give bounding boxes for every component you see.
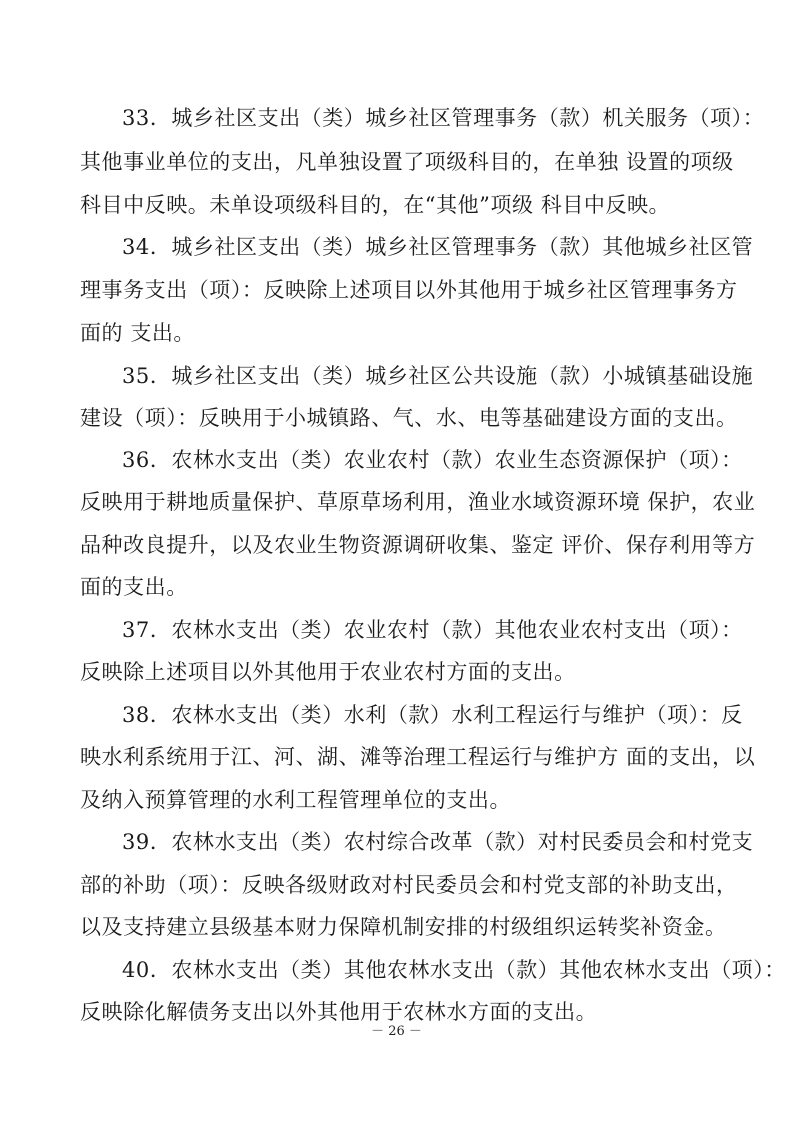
page-number: － 26 － [371, 1024, 422, 1039]
paragraph-37-line-1: 37．农林水支出（类）农业农村（款）其他农业农村支出（项）： [122, 618, 743, 642]
paragraph-35-line-1: 35．城乡社区支出（类）城乡社区公共设施（款）小城镇基础设施 [122, 364, 754, 388]
paragraph-37-line-2: 反映除上述项目以外其他用于农业农村方面的支出。 [80, 660, 576, 684]
paragraph-34-line-2: 理事务支出（项）：反映除上述项目以外其他用于城乡社区管理事务方 [80, 278, 738, 302]
paragraph-38-line-3: 及纳入预算管理的水利工程管理单位的支出。 [80, 788, 511, 812]
paragraph-33-line-1: 33．城乡社区支出（类）城乡社区管理事务（款）机关服务（项）： [122, 106, 765, 130]
paragraph-36-line-1: 36．农林水支出（类）农业农村（款）农业生态资源保护（项）： [122, 448, 743, 472]
paragraph-33-line-2: 其他事业单位的支出，凡单独设置了项级科目的，在单独 设置的项级 [80, 150, 734, 174]
paragraph-33-line-3: 科目中反映。未单设项级科目的，在“其他”项级 科目中反映。 [80, 193, 671, 217]
paragraph-34-line-1: 34．城乡社区支出（类）城乡社区管理事务（款）其他城乡社区管 [122, 235, 754, 259]
paragraph-36-line-3: 品种改良提升，以及农业生物资源调研收集、鉴定 评价、保存利用等方 [80, 533, 756, 557]
paragraph-34-line-3: 面的 支出。 [80, 321, 195, 345]
paragraph-39-line-1: 39．农林水支出（类）农村综合改革（款）对村民委员会和村党支 [122, 830, 754, 854]
paragraph-39-line-2: 部的补助（项）：反映各级财政对村民委员会和村党支部的补助支出， [80, 873, 738, 897]
paragraph-38-line-2: 映水利系统用于江、河、湖、滩等治理工程运行与维护方 面的支出，以 [80, 745, 756, 769]
paragraph-40-line-1: 40．农林水支出（类）其他农林水支出（款）其他农林水支出（项）： [122, 958, 786, 982]
paragraph-35-line-2: 建设（项）：反映用于小城镇路、气、水、电等基础建设方面的支出。 [80, 406, 738, 430]
paragraph-39-line-3: 以及支持建立县级基本财力保障机制安排的村级组织运转奖补资金。 [80, 915, 727, 939]
paragraph-38-line-1: 38．农林水支出（类）水利（款）水利工程运行与维护（项）：反 [122, 703, 743, 727]
paragraph-36-line-4: 面的支出。 [80, 575, 188, 599]
paragraph-36-line-2: 反映用于耕地质量保护、草原草场利用，渔业水域资源环境 保护，农业 [80, 490, 756, 514]
paragraph-40-line-2: 反映除化解债务支出以外其他用于农林水方面的支出。 [80, 1000, 598, 1024]
